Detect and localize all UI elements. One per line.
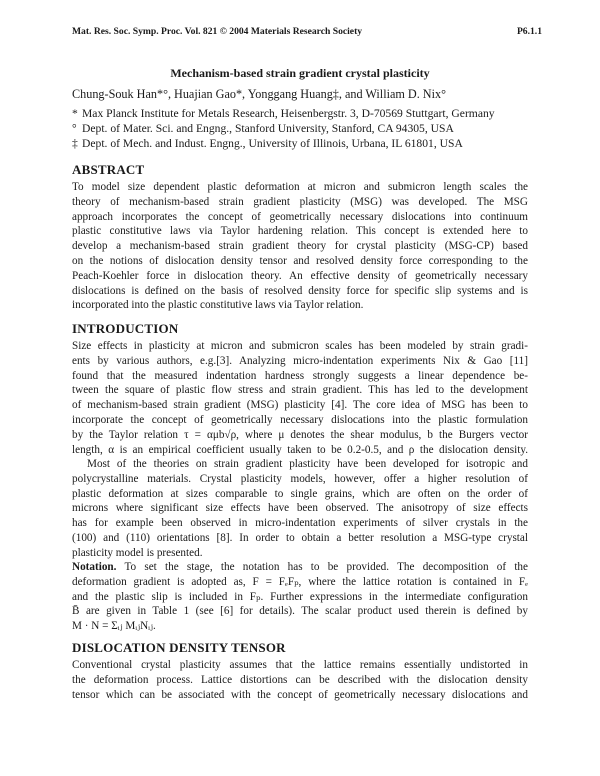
text-line: incorporate the concept of geometrically necessary dislocations into the plastic formulation xyxy=(72,413,528,426)
text-line: incorporated into the plastic constitutive laws via Taylor relation. xyxy=(72,299,364,312)
text-line: Conventional crystal plasticity assumes that the lattice remains essentially undistorted in xyxy=(72,659,528,671)
text-line: dislocations is defined on the basis of resolved density force for specific slip systems and is xyxy=(72,284,528,297)
affiliation-mark: ° xyxy=(72,122,77,135)
abstract-heading: ABSTRACT xyxy=(72,162,145,177)
affiliation-1 xyxy=(72,107,495,120)
affiliation-mark: ‡ xyxy=(72,137,78,150)
text-line: microns where significant size effects have been observed. The anisotropy of size effects xyxy=(72,502,528,515)
running-header xyxy=(72,26,542,40)
text-line: the deformation process. Lattice distortions can be described with the dislocation density xyxy=(72,673,528,686)
text-line: plastic constitutive laws via Taylor hardening relation. This concept is extended here to xyxy=(72,225,528,238)
journal-citation: Mat. Res. Soc. Symp. Proc. Vol. 821 © 2004 Materials Research Society xyxy=(72,26,363,37)
text-line: M · N = Σᵢⱼ MᵢⱼNᵢⱼ. xyxy=(72,620,156,633)
text-line: Size effects in plasticity at micron and submicron scales has been modeled by strain gradi- xyxy=(72,340,528,352)
dislocation-heading: DISLOCATION DENSITY TENSOR xyxy=(72,640,286,655)
introduction-paragraph-1 xyxy=(72,339,528,457)
dislocation-paragraph xyxy=(72,658,528,702)
text-line: develop a mechanism-based strain gradient theory for crystal plasticity (MSG-CP) based xyxy=(72,240,528,253)
affiliation-text: Max Planck Institute for Metals Research, Heisenbergstr. 3, D-70569 Stuttgart, Germany xyxy=(82,107,495,120)
text-line: To model size dependent plastic deformation at micron and submicron length scales the xyxy=(72,181,528,193)
text-line: tween the square of plastic flow stress and strain gradient. This has led to the development xyxy=(72,384,528,397)
notation-label: Notation. xyxy=(72,561,117,573)
text-line: has for example been observed in micro-indentation experiments of silver crystals in the xyxy=(72,517,528,530)
text-line: theory of mechanism-based strain gradient plasticity (MSG) was developed. The MSG xyxy=(72,195,528,208)
text-line: (100) and (110) orientations [8]. In order to obtain a better resolution a MSG-type crystal xyxy=(72,531,528,544)
text-line: found that the measured indentation hardness strongly suggests a linear dependence be- xyxy=(72,369,528,382)
text-line: Peach-Koehler force in dislocation theory. An effective density of geometrically necessary xyxy=(72,269,528,282)
affiliation-2 xyxy=(72,122,454,135)
abstract-body xyxy=(72,180,528,313)
affiliation-text: Dept. of Mater. Sci. and Engng., Stanford University, Stanford, CA 94305, USA xyxy=(82,122,454,135)
notation-paragraph xyxy=(72,560,528,634)
text-line: tensor which can be associated with the concept of geometrically necessary dislocations and xyxy=(72,688,528,701)
affiliation-3 xyxy=(72,137,463,150)
text-line: plasticity model is presented. xyxy=(72,546,203,559)
text-line: by the Taylor relation τ = αμb√ρ, where μ denotes the shear modulus, b the Burgers vector xyxy=(72,428,528,441)
paper-id: P6.1.1 xyxy=(516,26,542,37)
text-line: ents by various authors, e.g.[3]. Analyzing micro-indentation experiments Nix & Gao [11] xyxy=(72,354,528,367)
introduction-paragraph-2 xyxy=(72,457,528,561)
text-line: and the plastic slip is included in Fₚ. Further expressions in the intermediate configuration xyxy=(72,590,528,603)
text-line: on the notions of dislocation density tensor and resolved density force corresponding to the xyxy=(72,254,528,267)
text-line: approach incorporates the concept of geometrically necessary dislocations into continuum xyxy=(72,210,528,223)
text-line xyxy=(72,560,528,575)
text-line: polycrystalline materials. Crystal plasticity models, however, offer a higher resolution of xyxy=(72,472,528,485)
affiliation-text: Dept. of Mech. and Indust. Engng., University of Illinois, Urbana, IL 61801, USA xyxy=(82,137,463,150)
text-line: length, α is an empirical coefficient usually taken to be 0.2-0.5, and ρ the dislocation density. xyxy=(72,443,528,456)
text-line: deformation gradient is adopted as, F = FₑFₚ, where the lattice rotation is contained in Fₑ xyxy=(72,575,528,588)
paper-title: Mechanism-based strain gradient crystal plasticity xyxy=(170,66,430,80)
text-line: plastic deformation at sizes comparable to single grains, which are often on the order of xyxy=(72,487,528,500)
text-line: of mechanism-based strain gradient (MSG) plasticity [4]. The core idea of MSG has been to xyxy=(72,399,528,412)
text-line: Most of the theories on strain gradient plasticity have been developed for isotropic and xyxy=(87,458,528,470)
author-list: Chung-Souk Han*°, Huajian Gao*, Yonggang Huang‡, and William D. Nix° xyxy=(72,87,446,101)
introduction-heading: INTRODUCTION xyxy=(72,321,179,336)
affiliation-mark: * xyxy=(72,107,78,120)
text-line: B̄ are given in Table 1 (see [6] for details). The scalar product used therein is defined by xyxy=(72,605,528,618)
notation-line-text: To set the stage, the notation has to be provided. The decomposition of the xyxy=(124,561,528,573)
